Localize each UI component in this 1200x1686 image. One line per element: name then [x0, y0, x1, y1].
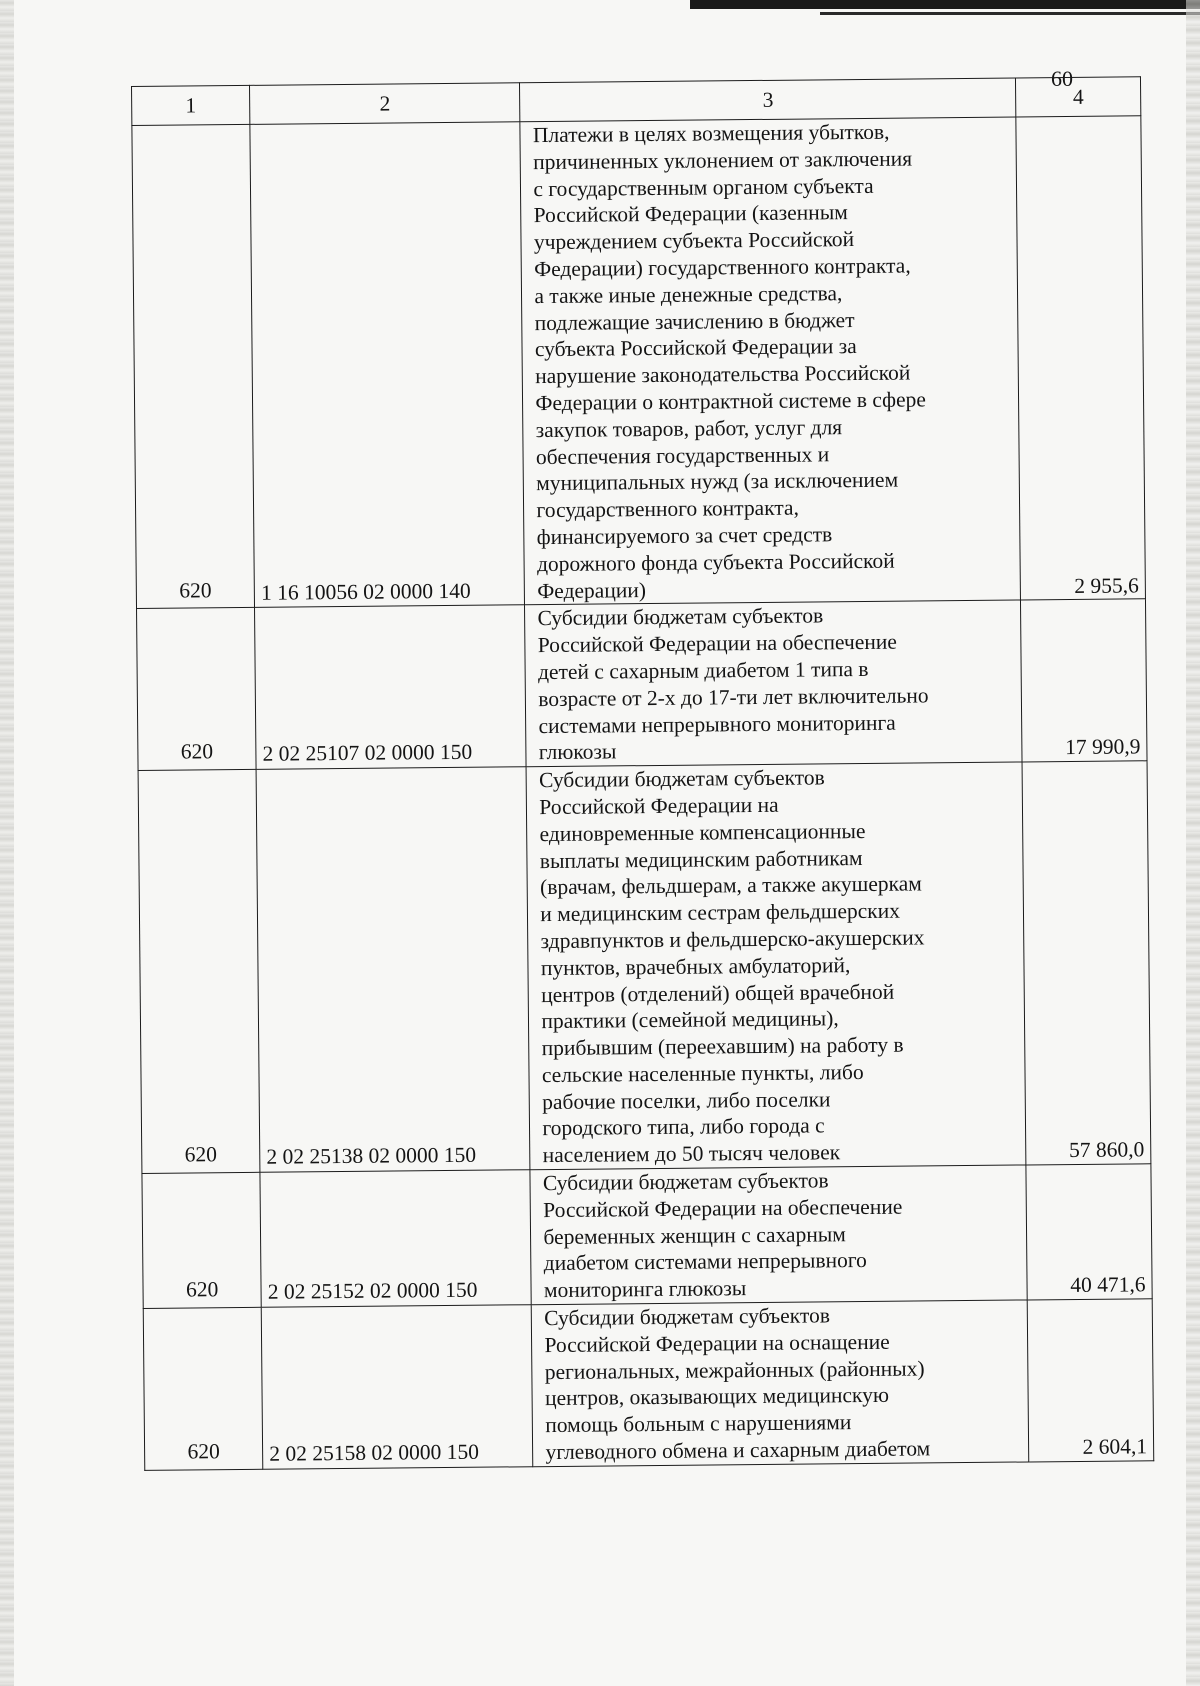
- admin-code-cell: 620: [137, 608, 257, 771]
- amount-cell: 17 990,9: [1021, 599, 1147, 762]
- admin-code-cell: 620: [143, 1307, 263, 1470]
- revenue-code-cell: 2 02 25107 02 0000 150: [255, 605, 527, 769]
- admin-code-cell: 620: [142, 1172, 261, 1308]
- amount-cell: 40 471,6: [1026, 1164, 1152, 1300]
- budget-table: [131, 76, 1154, 1470]
- column-header-4: 4: [1016, 77, 1141, 117]
- scan-edge-left: [0, 0, 14, 1686]
- description-cell: Субсидии бюджетам субъектов Российской Федерации на обеспечение беременных женщин с сахарным диабетом системами непрерывного мониторинга глюкозы: [530, 1165, 1027, 1305]
- amount-cell: 57 860,0: [1022, 761, 1150, 1165]
- column-header-3: 3: [520, 78, 1016, 122]
- scan-edge-top: [690, 0, 1200, 9]
- table-row: [138, 761, 1151, 1174]
- admin-code-cell: 620: [132, 124, 255, 608]
- amount-cell: 2 604,1: [1028, 1299, 1154, 1462]
- column-header-1: 1: [132, 85, 251, 125]
- table-row: [143, 1299, 1154, 1470]
- description-cell: Субсидии бюджетам субъектов Российской Федерации на оснащение региональных, межрайонных (районных) центров, оказывающих медицинскую помощь больным с нарушениями углеводного обмена и сахарным диабетом: [532, 1300, 1030, 1467]
- description-cell: Платежи в целях возмещения убытков, причиненных уклонением от заключения с государственным органом субъекта Российской Федерации (казенным учреждением субъекта Российской Федерации) государственного контракта, а также иные денежные средства, подлежащие зачислению в бюджет субъекта Российской Федерации за нарушение законодательства Российской Федерации о контрактной системе в сфере закупок товаров, работ, услуг для обеспечения государственных и муниципальных нужд (за исключением государственного контракта, финансируемого за счет средств дорожного фонда субъекта Российской Федерации): [520, 117, 1021, 605]
- revenue-code-cell: 2 02 25158 02 0000 150: [261, 1305, 533, 1469]
- amount-cell: 2 955,6: [1016, 116, 1145, 601]
- revenue-code-cell: 2 02 25152 02 0000 150: [260, 1170, 531, 1308]
- table-row: [142, 1164, 1152, 1309]
- revenue-code-cell: 1 16 10056 02 0000 140: [250, 122, 525, 608]
- table-row: [132, 116, 1146, 609]
- description-cell: Субсидии бюджетам субъектов Российской Федерации на обеспечение детей с сахарным диабетом 1 типа в возрасте от 2-х до 17-ти лет включительно системами непрерывного мониторинга глюкозы: [525, 600, 1023, 767]
- description-cell: Субсидии бюджетам субъектов Российской Федерации на единовременные компенсационные выплаты медицинским работникам (врачам, фельдшерам, а также акушеркам и медицинским сестрам фельдшерских здравпунктов и фельдшерско-акушерских пунктов, врачебных амбулаторий, центров (отделений) общей врачебной практики (семейной медицины), прибывшим (переехавшим) на работу в сельские населенные пункты, либо рабочие поселки, либо поселки городского типа, либо города с населением до 50 тысяч человек: [526, 762, 1026, 1170]
- table-row: [137, 599, 1148, 770]
- revenue-code-cell: 2 02 25138 02 0000 150: [256, 767, 530, 1173]
- admin-code-cell: 620: [138, 769, 260, 1173]
- page-number: 60: [1051, 66, 1073, 91]
- scan-edge-right: [1186, 0, 1200, 1686]
- scan-edge-top-thin: [820, 12, 1200, 15]
- column-header-2: 2: [250, 83, 521, 125]
